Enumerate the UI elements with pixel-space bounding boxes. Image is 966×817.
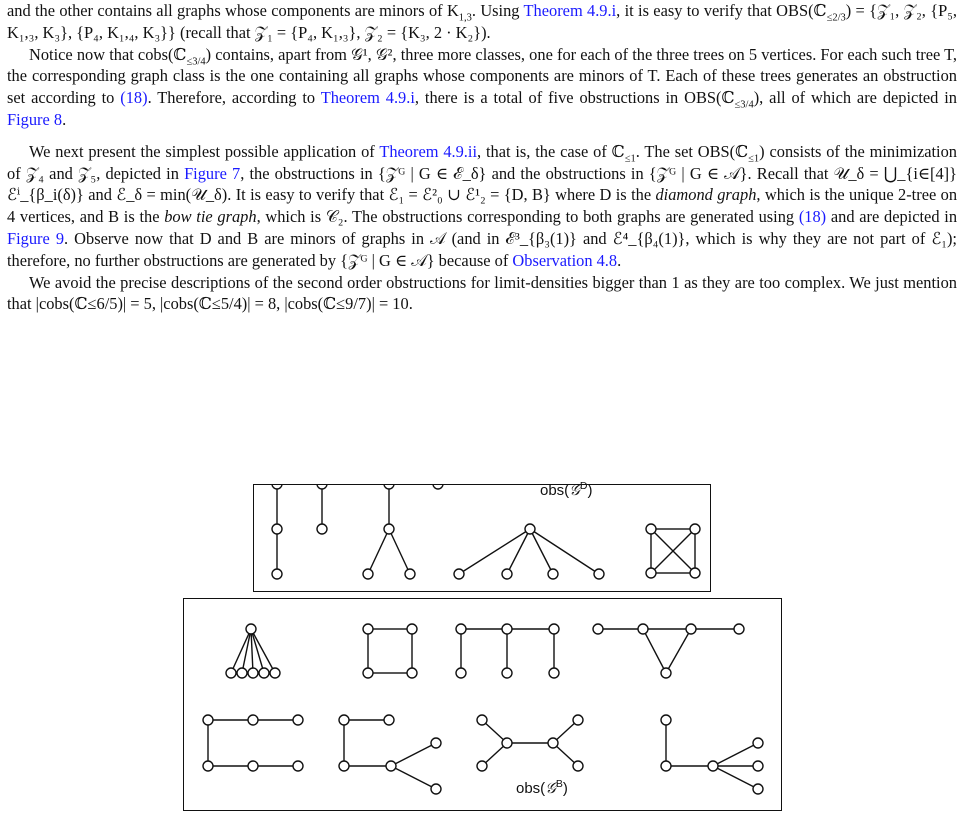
p2-text-a: Notice now that cobs(ℂ [29, 44, 187, 64]
graph-gb-2 [363, 624, 417, 678]
p1-sub-a: 1,3 [458, 12, 472, 24]
bow-tie-graph-term: bow tie graph [164, 207, 257, 227]
p3-text-h: and are depicted in [826, 207, 958, 227]
p3-sub-b: ≤1 [624, 153, 636, 165]
p3-text-i: . Observe now that D and B are minors of graphs in 𝒜 (and in ℰ³_{β₃(1)} and ℰ⁴_{β₄(1)}, which is why they are not part of ℰ₁); therefore, no further obstructions are generated by {𝒵ᴳ | G ∈ 𝒜} because of [7, 228, 957, 270]
p2-text-c: . Therefore, according to [147, 88, 321, 108]
graph-gb-3 [456, 624, 559, 678]
graph-gb-1 [226, 624, 280, 678]
p3-text-g: , which is 𝒞₂. The obstructions corresponding to both graphs are generated using [256, 207, 799, 227]
obs-gb-label-suffix: ) [562, 780, 568, 797]
obs-gb-label-prefix: obs( [516, 780, 546, 797]
paragraph-4: We avoid the precise descriptions of the second order obstructions for limit-densities bigger than 1 as they are too complex. We just mention that |cobs(ℂ≤6/5)| = 5, |cobs(ℂ≤5/4)| = 8, |cobs(ℂ≤9/7)| = 10. [7, 272, 957, 314]
p3-text-c: . The set OBS(ℂ [635, 141, 749, 161]
p2-sub-d: ≤3/4 [734, 99, 754, 111]
p3-text-f: , which is the unique 2-tree on 4 vertices, and B is the [7, 185, 958, 227]
p1-text-d: ) = {𝒵₁, 𝒵₂, {P₅, K₁,₃, K₃}, {P₄, K₁,₄, K₃}} (recall that 𝒵₁ = {P₄, K₁,₃}, 𝒵₂ = {K₃, 2 · K₂}). [7, 1, 958, 42]
theorem-link[interactable]: Theorem 4.9.i [320, 88, 415, 108]
obs-gd-label-sup: D [579, 480, 588, 492]
figure-link[interactable]: Figure 7 [184, 163, 241, 183]
observation-link[interactable]: Observation 4.8 [512, 250, 618, 270]
obs-gd-graphs [254, 485, 712, 593]
p3-sub-c: ≤1 [748, 153, 760, 165]
figure-link[interactable]: Figure 9 [7, 228, 65, 248]
p2-sub-a: ≤3/4 [186, 55, 206, 67]
paper-body [7, 0, 957, 315]
graph-gb-4 [593, 624, 744, 678]
obs-gd-label [540, 481, 592, 499]
graph-gb-5 [203, 715, 303, 771]
equation-link[interactable]: (18) [798, 207, 827, 227]
figure-link[interactable]: Figure 8 [7, 109, 63, 129]
p3-text-b: , that is, the case of ℂ [477, 141, 625, 161]
p3-text-j: . [617, 250, 622, 270]
p1-text-c: , it is easy to verify that OBS(ℂ [616, 1, 827, 20]
diamond-graph-term: diamond graph [655, 185, 757, 205]
obs-gb-label-sup: B [555, 778, 563, 790]
p2-text-f: . [62, 109, 67, 129]
graph-gd-3 [454, 524, 604, 579]
theorem-link[interactable]: Theorem 4.9.i [523, 1, 617, 20]
figure-obs-gb [183, 598, 782, 811]
obs-gd-label-sym: 𝒢 [569, 481, 580, 499]
graph-gd-2 [363, 485, 443, 579]
p2-text-e: ), all of which are depicted in [753, 88, 957, 108]
p2-text-d: , there is a total of five obstructions in OBS(ℂ [414, 88, 735, 108]
graph-gd-4 [646, 524, 700, 578]
paragraph-3 [7, 141, 957, 272]
obs-gb-graphs [184, 599, 783, 812]
equation-link[interactable]: (18) [120, 88, 148, 108]
graph-gd-1 [272, 485, 327, 579]
theorem-link[interactable]: Theorem 4.9.ii [379, 141, 478, 161]
graph-gb-6 [339, 715, 441, 794]
paragraph-1 [7, 0, 957, 44]
p3-text-d: ) consists of the minimization of 𝒵₄ and 𝒵₅, depicted in [7, 141, 957, 183]
paragraph-2 [7, 44, 957, 131]
figure-obs-gd [253, 480, 711, 592]
p1-text-b: . Using [471, 1, 524, 20]
obs-gd-label-suffix: ) [587, 482, 593, 499]
obs-gd-label-prefix: obs( [540, 482, 570, 499]
obs-gb-label [516, 779, 568, 797]
graph-gb-8 [661, 715, 763, 794]
graph-gb-7 [477, 715, 583, 771]
p3-text-a: We next present the simplest possible application of [29, 141, 380, 161]
p2-text-b: ) contains, apart from 𝒢¹, 𝒢², three more classes, one for each of the three trees on 5 vertices. For each such tree T, the corresponding graph class is the one containing all graphs whose components are minors of T. Each of these trees generates an obstruction set according to [7, 44, 958, 108]
p3-text-e: , the obstructions in {𝒵ᴳ | G ∈ ℰ_δ} and the obstructions in {𝒵ᴳ | G ∈ 𝒜}. Recall that 𝒰_δ = ⋃_{i∈[4]} ℰⁱ_{β_i(δ)} and ℰ_δ = min(𝒰_δ). It is easy to verify that ℰ₁ = ℰ²₀ ∪ ℰ¹₂ = {D, B} where D is the [7, 163, 957, 205]
p1-text-a: and the other contains all graphs whose components are minors of K [7, 1, 459, 20]
p1-sub-c: ≤2/3 [826, 12, 846, 24]
obs-gb-label-sym: 𝒢 [545, 779, 556, 797]
